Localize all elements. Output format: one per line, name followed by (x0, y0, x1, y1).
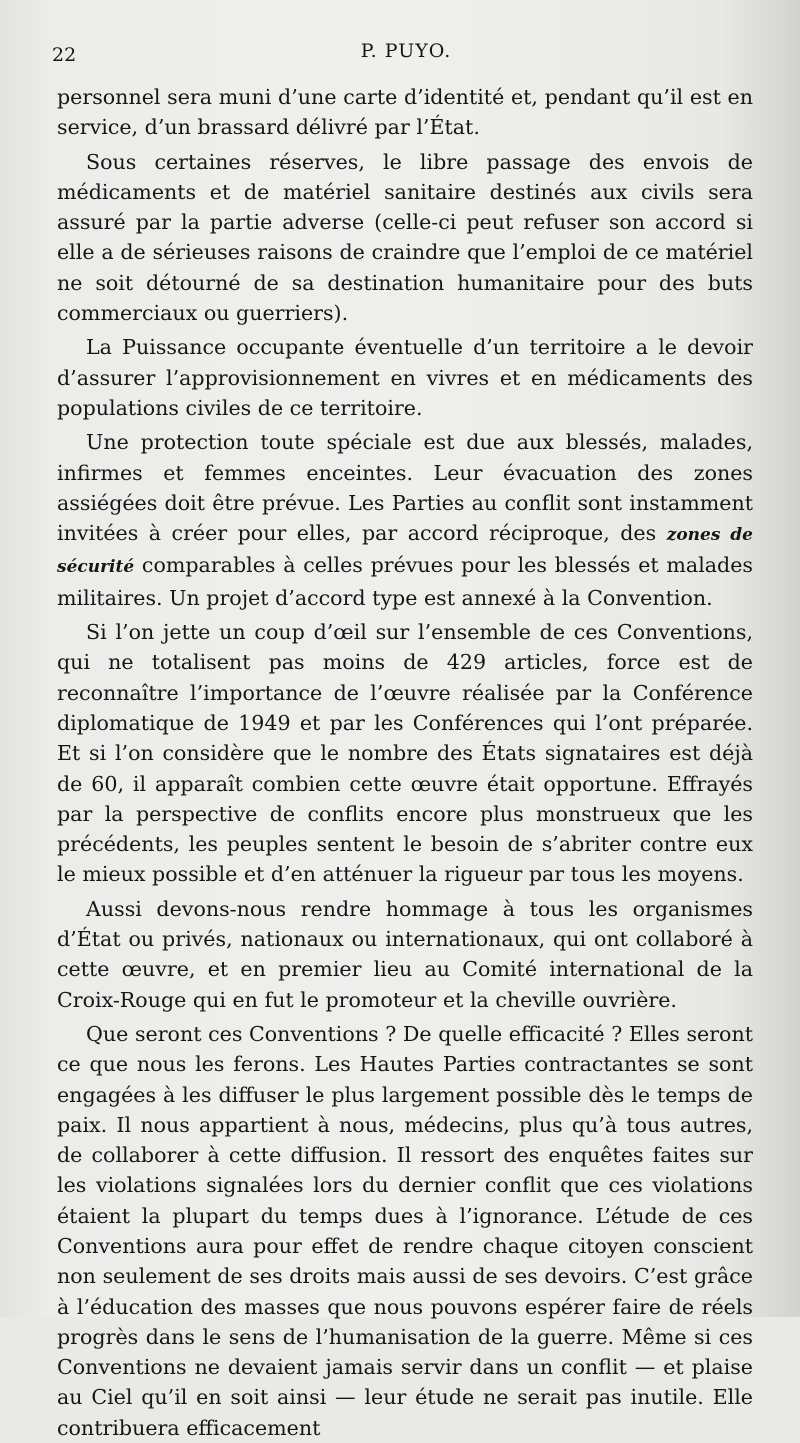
paragraph-text: Une protection toute spéciale est due aux blessés, malades, infirmes et femmes enceintes. Leur évacuation des zones assiégées doit être prévue. Les Parties au conflit sont instamment invitées à créer pour elles, par accord réciproque, des (57, 430, 753, 546)
paragraph-efficacy: Que seront ces Conventions ? De quelle efficacité ? Elles seront ce que nous les ferons. Les Hautes Parties contractantes se sont engagées à les diffuser le plus largement possible dès le temps de paix. Il nous appartient à nous, médecins, plus qu’à tous autres, de collaborer à cette diffusion. Il ressort des enquêtes faites sur les violations signalées lors du dernier conflit que ces violations étaient la plupart du temps dues à l’ignorance. L’étude de ces Conventions aura pour effet de rendre chaque citoyen conscient non seulement de ses droits mais aussi de ses devoirs. C’est grâce à l’éducation des masses que nous pouvons espérer faire de réels progrès dans le sens de l’humanisation de la guerre. Même si ces Conventions ne devaient jamais servir dans un conflit — et plaise au Ciel qu’il en soit ainsi — leur étude ne serait pas inutile. Elle contribuera efficacement (57, 1021, 753, 1440)
running-head: P. PUYO. (360, 40, 452, 62)
paragraph-homage: Aussi devons-nous rendre hommage à tous les organismes d’État ou privés, nationaux ou internationaux, qui ont collaboré à cette œuvre, et en premier lieu au Comité international de la Croix-Rouge qui en fut le promoteur et la cheville ouvrière. (57, 896, 753, 1012)
emphasized-term: zones de sécurité (57, 525, 753, 578)
paragraph-special-protection (57, 427, 753, 613)
paragraph-medical-supplies: Sous certaines réserves, le libre passage des envois de médicaments et de matériel sanitaire destinés aux civils sera assuré par la partie adverse (celle-ci peut refuser son accord si elle a de sérieuses raisons de craindre que l’emploi de ce matériel ne soit détourné de sa destination humanitaire pour des buts commerciaux ou guerriers). (57, 149, 753, 326)
paragraph-conventions-overview: Si l’on jette un coup d’œil sur l’ensemble de ces Conventions, qui ne totalisent pas moins de 429 articles, force est de reconnaître l’importance de l’œuvre réalisée par la Conférence diplomatique de 1949 et par les Conférences qui l’ont préparée. Et si l’on considère que le nombre des États signataires est déjà de 60, il apparaît combien cette œuvre était opportune. Effrayés par la perspective de conflits encore plus monstrueux que les précédents, les peuples sentent le besoin de s’abriter contre eux le mieux possible et d’en atténuer la rigueur par tous les moyens. (57, 620, 753, 887)
paragraph-continued: personnel sera muni d’une carte d’identité et, pendant qu’il est en service, d’un brassard délivré par l’État. (57, 85, 753, 140)
page-number: 22 (52, 44, 77, 66)
page-header (52, 38, 760, 70)
paragraph-text: comparables à celles prévues pour les blessés et malades militaires. Un projet d’accord type est annexé à la Convention. (57, 553, 753, 610)
paragraph-occupying-power: La Puissance occupante éventuelle d’un territoire a le devoir d’assurer l’approvisionnement en vivres et en médicaments des populations civiles de ce territoire. (57, 335, 753, 420)
body-text (57, 82, 753, 1443)
